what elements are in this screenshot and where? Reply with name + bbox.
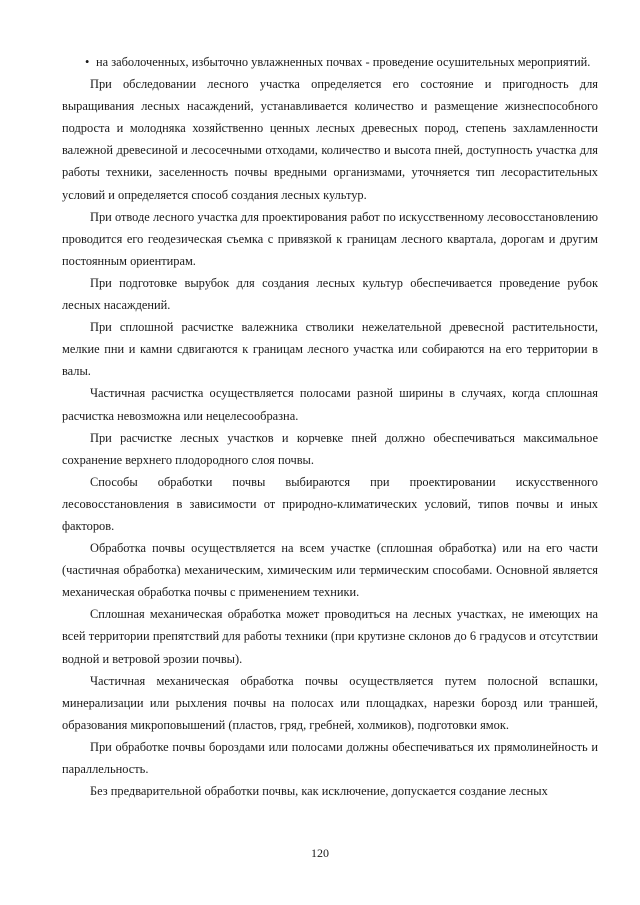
bullet-item-text: на заболоченных, избыточно увлажненных почвах - проведение осушительных мероприятий.	[96, 55, 591, 69]
bullet-icon: •	[85, 55, 90, 69]
paragraph: При отводе лесного участка для проектирования работ по искусственному лесовосстановлению проводится его геодезическая съемка с привязкой к границам лесного квартала, дорогам и другим постоянным ориентирам.	[62, 209, 598, 268]
bullet-list-item	[62, 51, 598, 73]
paragraph: При подготовке вырубок для создания лесных культур обеспечивается проведение рубок лесных насаждений.	[62, 275, 598, 313]
paragraph: Без предварительной обработки почвы, как исключение, допускается создание лесных	[90, 784, 548, 799]
paragraph: Обработка почвы осуществляется на всем участке (сплошная обработка) или на его части (частичная обработка) механическим, химическим или термическим способами. Основной является механическая обработка почвы с применением техники.	[62, 541, 598, 600]
paragraph: Способы обработки почвы выбираются при проектировании искусственного лесовосстановления в зависимости от природно-климатических условий, типов почвы и иных факторов.	[62, 474, 598, 533]
paragraph: При обработке почвы бороздами или полосами должны обеспечиваться их прямолинейность и параллельность.	[62, 739, 598, 776]
paragraph: Частичная расчистка осуществляется полосами разной ширины в случаях, когда сплошная расчистка невозможна или нецелесообразна.	[62, 386, 598, 423]
page-number: 120	[311, 846, 329, 860]
document-body	[62, 51, 598, 802]
paragraph: Сплошная механическая обработка может проводиться на лесных участках, не имеющих на всей территории препятствий для работы техники (при крутизне склонов до 6 градусов и отсутствии водной и ветровой эрозии почвы).	[62, 607, 598, 666]
paragraph: При расчистке лесных участков и корчевке пней должно обеспечиваться максимальное сохранение верхнего плодородного слоя почвы.	[62, 430, 598, 467]
paragraph: Частичная механическая обработка почвы осуществляется путем полосной вспашки, минерализации или рыхления почвы на полосах или площадках, нарезки борозд или траншей, образования микроповышений (пластов, гряд, гребней, холмиков), подготовки ямок.	[62, 673, 598, 732]
paragraph: При обследовании лесного участка определяется его состояние и пригодность для выращивания лесных насаждений, устанавливается количество и размещение жизнеспособного подроста и молодняка хозяйственно ценных лесных древесных пород, степень захламленности валежной древесиной и лесосечными отходами, количество и высота пней, доступность участка для работы техники, заселенность почвы вредными организмами, уточняется тип лесорастительных условий и определяется способ создания лесных культур.	[62, 77, 598, 202]
paragraph: При сплошной расчистке валежника стволики нежелательной древесной растительности, мелкие пни и камни сдвигаются к границам лесного участка или собираются на его территории в валы.	[62, 320, 598, 379]
